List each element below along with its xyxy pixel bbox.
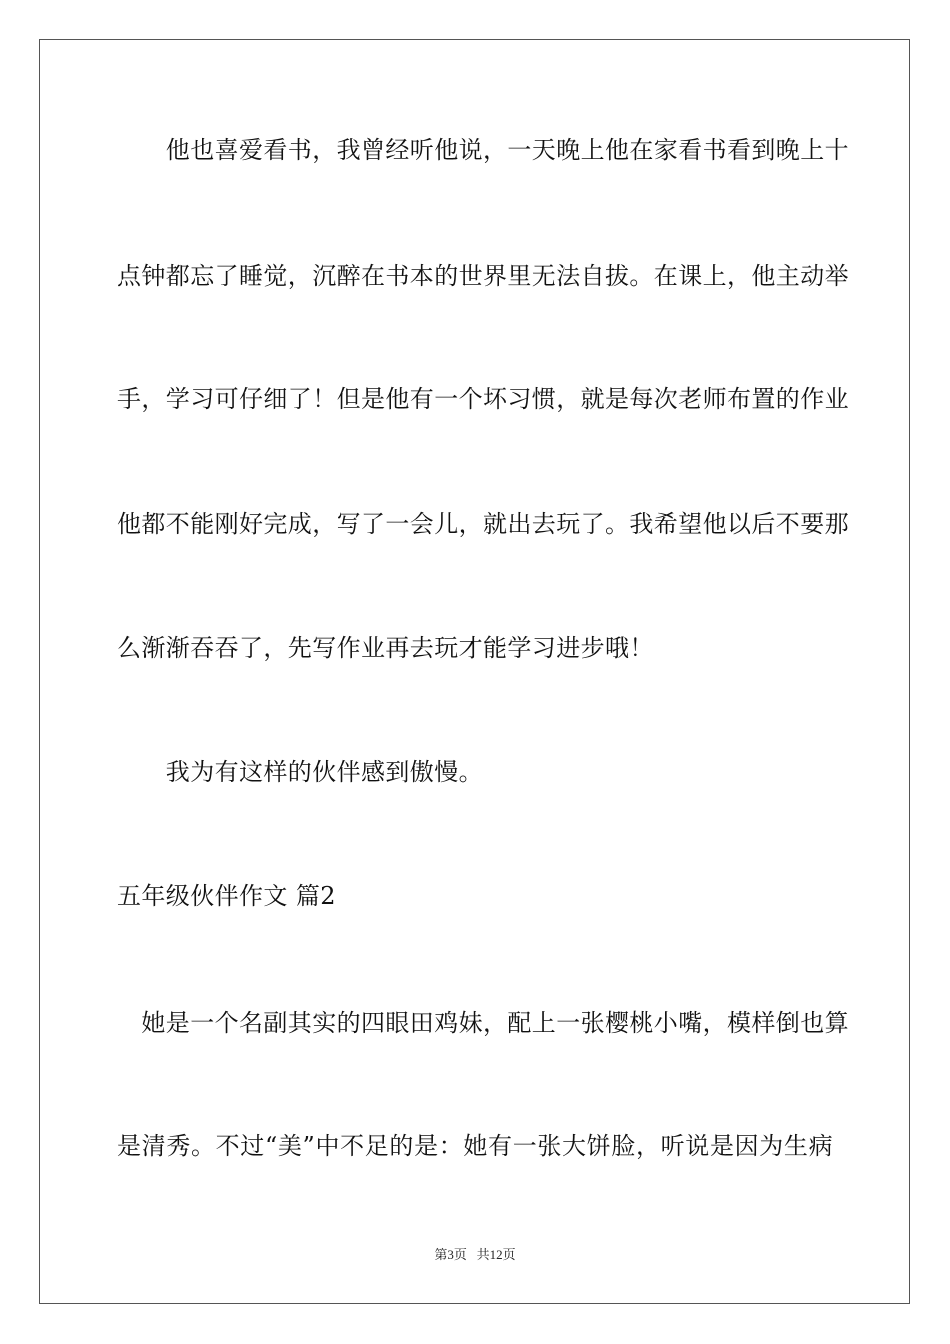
paragraph-line: 我为有这样的伙伴感到傲慢。 <box>117 758 483 786</box>
paragraph-line: 点钟都忘了睡觉，沉醉在书本的世界里无法自拔。在课上，他主动举 <box>117 262 849 290</box>
page-number: 第3页 <box>434 1247 467 1262</box>
paragraph-line: 么渐渐吞吞了，先写作业再去玩才能学习进步哦！ <box>117 634 654 662</box>
section-heading: 五年级伙伴作文 篇2 <box>117 882 336 910</box>
page-border <box>39 39 910 1304</box>
paragraph-line: 他都不能刚好完成，写了一会儿，就出去玩了。我希望他以后不要那 <box>117 510 849 538</box>
paragraph-line: 她是一个名副其实的四眼田鸡妹，配上一张樱桃小嘴，模样倒也算 <box>117 1009 849 1037</box>
paragraph-line: 手，学习可仔细了！但是他有一个坏习惯，就是每次老师布置的作业 <box>117 385 849 413</box>
page-total: 共12页 <box>476 1247 516 1262</box>
page-footer <box>0 1246 950 1264</box>
paragraph-line: 是清秀。不过“美”中不足的是：她有一张大饼脸，听说是因为生病 <box>117 1132 833 1160</box>
paragraph-line: 他也喜爱看书，我曾经听他说，一天晚上他在家看书看到晚上十 <box>117 136 849 164</box>
